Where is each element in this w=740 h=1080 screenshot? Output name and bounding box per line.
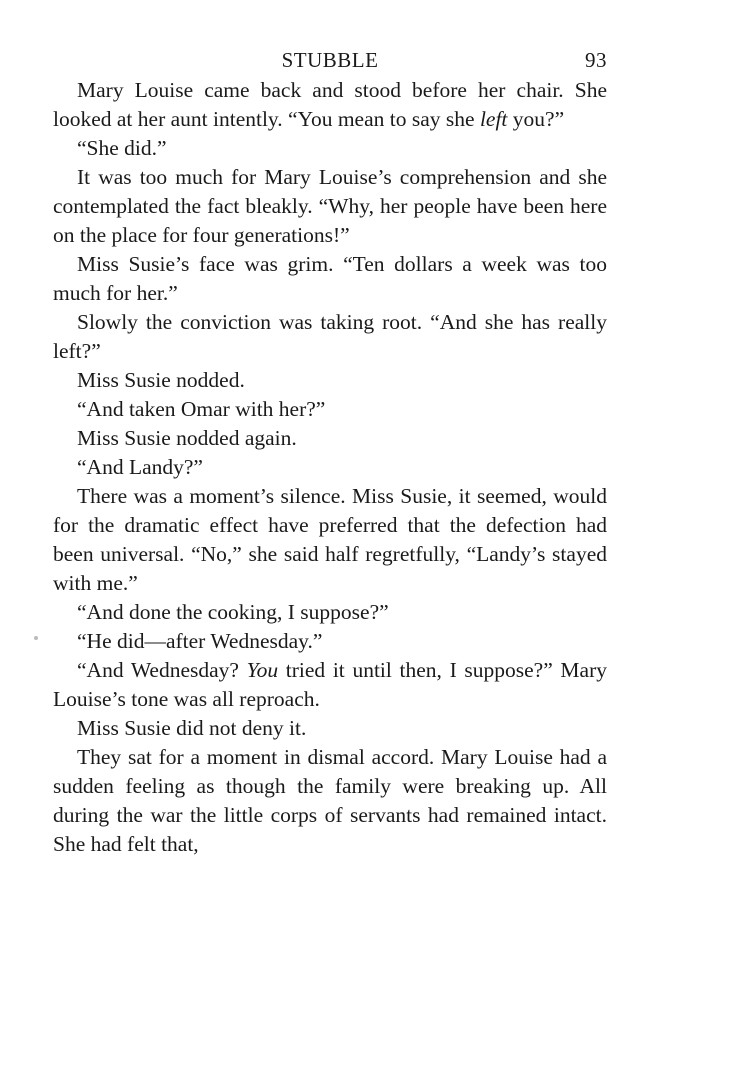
paragraph-text: tried it until then, I suppose?” Mary Louise’s tone was all reproach. (53, 658, 608, 711)
paragraph: “He did—after Wednesday.” (77, 629, 323, 653)
paragraph: “And Landy?” (77, 455, 203, 479)
page-number: 93 (585, 48, 607, 72)
book-page (53, 44, 607, 859)
paragraph: Miss Susie did not deny it. (77, 716, 307, 740)
paragraph (53, 656, 607, 714)
paragraph: Miss Susie’s face was grim. “Ten dollars a week was too much for her.” (53, 252, 607, 305)
paragraph (53, 76, 607, 134)
italic-text: You (246, 658, 279, 682)
body-text (53, 76, 607, 859)
paragraph-text: “And Wednesday? (77, 658, 247, 682)
paragraph: There was a moment’s silence. Miss Susie, it seemed, would for the dramatic effect have preferred that the defection had been universal. “No,” she said half regretfully, “Landy’s stayed with me.” (53, 484, 607, 595)
paragraph: Slowly the conviction was taking root. “And she has really left?” (53, 310, 607, 363)
paragraph: They sat for a moment in dismal accord. Mary Louise had a sudden feeling as though the family were breaking up. All during the war the little corps of servants had remained intact. She had felt that, (53, 745, 607, 856)
running-head (53, 44, 607, 76)
italic-text: left (479, 107, 508, 131)
paragraph: Miss Susie nodded again. (77, 426, 297, 450)
running-head-title: STUBBLE (281, 48, 379, 72)
paragraph: “She did.” (77, 136, 167, 160)
paragraph: It was too much for Mary Louise’s comprehension and she contemplated the fact bleakly. “Why, her people have been here on the place for four generations!” (53, 165, 607, 247)
margin-speck (34, 636, 38, 640)
paragraph-text: you?” (507, 107, 565, 131)
paragraph-text: Mary Louise came back and stood before her chair. She looked at her aunt intently. “You mean to say she (53, 78, 607, 131)
paragraph: “And done the cooking, I suppose?” (77, 600, 389, 624)
paragraph: Miss Susie nodded. (77, 368, 245, 392)
paragraph: “And taken Omar with her?” (77, 397, 326, 421)
